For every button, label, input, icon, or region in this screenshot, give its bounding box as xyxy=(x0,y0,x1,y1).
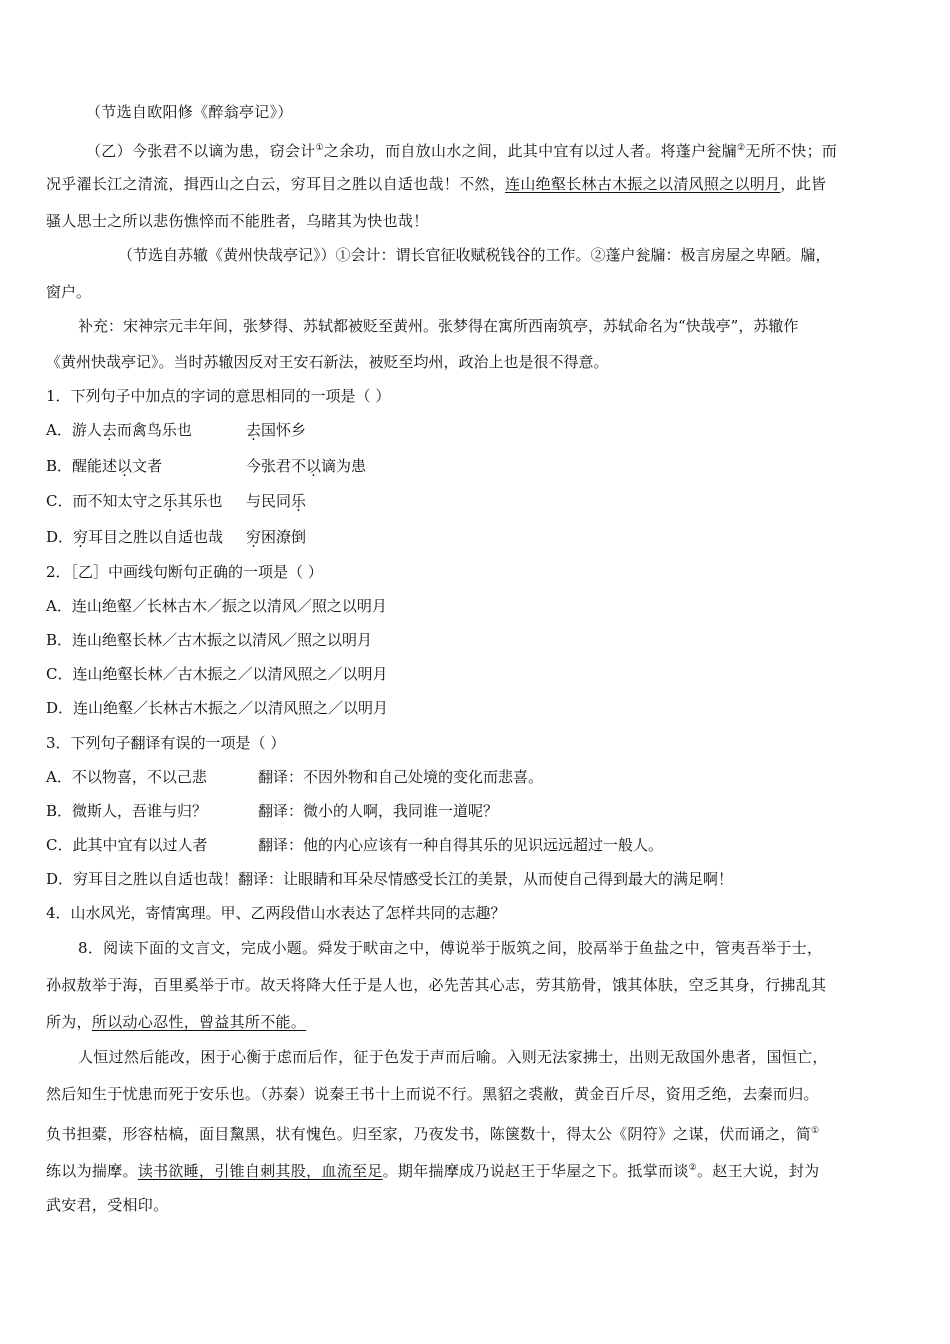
q8-line-6: 负书担橐，形容枯槁，面目黧黑，状有愧色。归至家，乃夜发书，陈箧数十，得太公《阴符》之谋，伏而诵之，简① xyxy=(46,1125,820,1143)
q3-option-b: B．微斯人，吾谁与归？ 翻译：微小的人啊，我同谁一道呢？ xyxy=(46,802,499,820)
q8-line-4: 人恒过然后能改，困于心衡于虑而后作，征于色发于声而后喻。入则无法家拂士，出则无敌国外患者，国恒亡， xyxy=(78,1048,828,1066)
q3-option-d: D．穷耳目之胜以自适也哉！翻译：让眼睛和耳朵尽情感受长江的美景，从而使自己得到最大的满足啊！ xyxy=(46,870,734,888)
q2-stem: 2．［乙］中画线句断句正确的一项是（ ） xyxy=(46,563,323,581)
passage-b-line-3: 骚人思士之所以悲伤憔悴而不能胜者，乌睹其为快也哉！ xyxy=(46,212,429,230)
q8-line-1: 8．阅读下面的文言文，完成小题。舜发于畎亩之中，傅说举于版筑之间，胶鬲举于鱼盐之中，管夷吾举于士， xyxy=(78,939,823,957)
q8-line-3: 所为，所以动心忍性，曾益其所不能。 xyxy=(46,1013,307,1031)
underlined-sentence: 连山绝壑长林古木振之以清风照之以明月 xyxy=(505,175,781,193)
q1-stem: 1．下列句子中加点的字词的意思相同的一项是（ ） xyxy=(46,387,391,405)
q8-line-8: 武安君，受相印。 xyxy=(46,1196,169,1214)
q2-option-a: A．连山绝壑／长林古木／振之以清风／照之以明月 xyxy=(46,597,387,615)
q3-option-c: C．此其中宜有以过人者 翻译：他的内心应该有一种自得其乐的见识远远超过一般人。 xyxy=(46,836,664,854)
q1-option-c: C．而不知太守之乐其乐也 与民同乐 xyxy=(46,492,307,510)
q8-line-7: 练以为揣摩。读书欲睡，引锥自刺其股，血流至足。期年揣摩成乃说赵王于华屋之下。抵掌而谈②。赵王大说，封为 xyxy=(46,1162,820,1180)
passage-b-source-end: 窗户。 xyxy=(46,283,92,301)
supplement-line-1: 补充：宋神宗元丰年间，张梦得、苏轼都被贬至黄州。张梦得在寓所西南筑亭，苏轼命名为“快哉亭”，苏辙作 xyxy=(78,317,799,335)
passage-b-line-1: （乙）今张君不以谪为患，窃会计①之余功，而自放山水之间，此其中宜有以过人者。将蓬户瓮牖②无所不快；而 xyxy=(86,142,838,160)
q2-option-c: C．连山绝壑长林／古木振之／以清风照之／以明月 xyxy=(46,665,388,683)
q8-line-5: 然后知生于忧患而死于安乐也。（苏秦）说秦王书十上而说不行。黑貂之裘敝，黄金百斤尽，资用乏绝，去秦而归。 xyxy=(46,1085,819,1103)
q4-stem: 4．山水风光，寄情寓理。甲、乙两段借山水表达了怎样共同的志趣？ xyxy=(46,904,506,922)
q1-option-b: B．醒能述以文者 今张君不以谪为患 xyxy=(46,457,367,475)
q2-option-b: B．连山绝壑长林／古木振之以清风／照之以明月 xyxy=(46,631,373,649)
q1-option-a: A．游人去而禽鸟乐也 去国怀乡 xyxy=(46,421,307,439)
q8-line-2: 孙叔敖举于海，百里奚举于市。故天将降大任于是人也，必先苦其心志，劳其筋骨，饿其体肤，空乏其身，行拂乱其 xyxy=(46,976,827,994)
q3-stem: 3．下列句子翻译有误的一项是（ ） xyxy=(46,734,286,752)
q3-option-a: A．不以物喜，不以己悲 翻译：不因外物和自己处境的变化而悲喜。 xyxy=(46,768,544,786)
source-line-a: （节选自欧阳修《醉翁亭记》） xyxy=(86,103,293,121)
q2-option-d: D．连山绝壑／长林古木振之／以清风照之／以明月 xyxy=(46,699,389,717)
passage-b-source: （节选自苏辙《黄州快哉亭记》）①会计：谓长官征收赋税钱谷的工作。②蓬户瓮牖：极言房屋之卑陋。牖， xyxy=(118,246,831,264)
q1-option-d: D．穷耳目之胜以自适也哉 穷困潦倒 xyxy=(46,528,307,546)
supplement-line-2: 《黄州快哉亭记》。当时苏辙因反对王安石新法，被贬至均州，政治上也是很不得意。 xyxy=(46,353,609,371)
passage-b-line-2: 况乎濯长江之清流，揖西山之白云，穷耳目之胜以自适也哉！不然，连山绝壑长林古木振之以清风照之以明月，此皆 xyxy=(46,175,827,193)
